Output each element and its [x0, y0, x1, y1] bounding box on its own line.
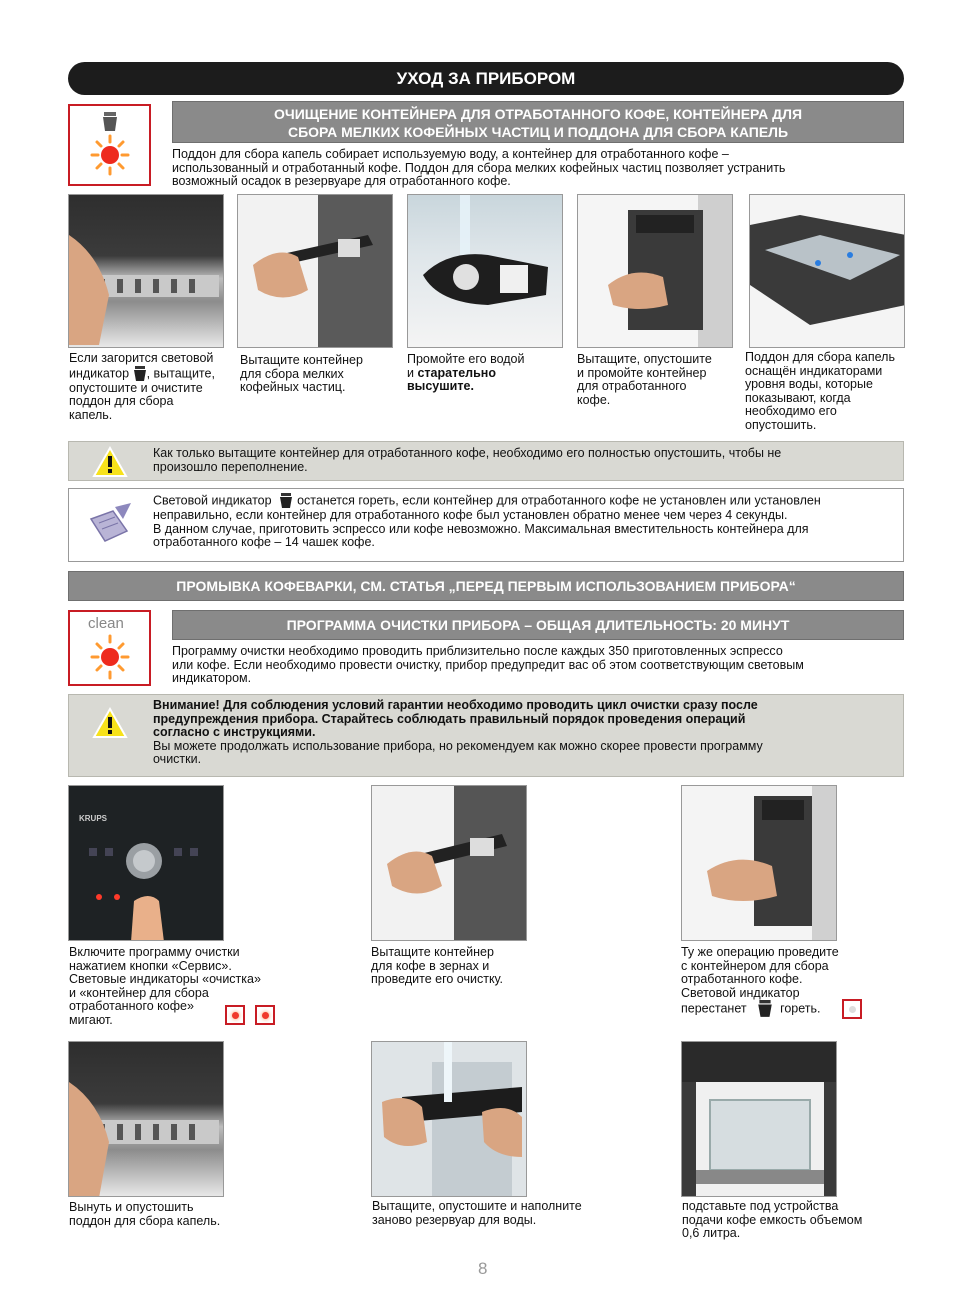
- waste-indicator-mini: [255, 1005, 275, 1025]
- caption-rinse: [407, 353, 567, 394]
- page-title: УХОД ЗА ПРИБОРОМ: [68, 62, 904, 95]
- indicator-off-icon: [842, 999, 862, 1019]
- note-text: [153, 493, 903, 550]
- caption-water-level-tray: [745, 351, 915, 432]
- waste-container-image: [578, 195, 733, 348]
- caption-line: для кофе в зернах и: [371, 958, 490, 973]
- caption-text: и: [407, 365, 418, 380]
- clean-light-icon: [70, 632, 149, 684]
- indicator-off-mini: [842, 999, 862, 1019]
- caption-line: мигают.: [69, 1012, 113, 1027]
- caption-line: Вытащите контейнер: [240, 353, 363, 367]
- caption-line: Промойте его водой: [407, 352, 525, 366]
- photo-water-level-tray: [749, 194, 905, 348]
- intro-line: индикатором.: [172, 671, 252, 685]
- caption-bean-container: [371, 946, 571, 987]
- caption-line: опустошить.: [745, 417, 817, 432]
- drip-tray-image: [69, 195, 224, 348]
- caption-line: и промойте контейнер: [577, 365, 707, 380]
- caption-line: проведите его очистку.: [371, 972, 504, 986]
- warranty-line: Вы можете продолжать использование прибора, но рекомендуем как можно скорее провести программу: [153, 738, 763, 753]
- brand-label: KRUPS: [79, 814, 108, 823]
- caption-line: Включите программу очистки: [69, 945, 240, 959]
- waste-container-icon: [133, 366, 147, 382]
- section-heading-rinsing: ПРОМЫВКА КОФЕВАРКИ, СМ. СТАТЬЯ „ПЕРЕД ПЕРВЫМ ИСПОЛЬЗОВАНИЕМ ПРИБОРА“: [68, 571, 904, 601]
- caption-line: 0,6 литра.: [682, 1226, 741, 1240]
- caption-line: кофейных частиц.: [240, 380, 346, 394]
- caption-line: [69, 366, 234, 382]
- caption-line: Если загорится световой: [69, 351, 214, 365]
- warranty-line: [153, 726, 901, 740]
- caption-line: Световой индикатор: [681, 985, 800, 1000]
- waste-container-light-icon: [70, 106, 149, 184]
- grounds-tray-image: [238, 195, 393, 348]
- caption-text: индикатор: [69, 365, 130, 380]
- caption-container-under-spout: [682, 1200, 912, 1241]
- clean-indicator-icon-box: [68, 610, 151, 686]
- caption-line: подачи кофе емкость объемом: [682, 1212, 863, 1227]
- warning-icon: [92, 446, 128, 478]
- caption-line: опустошите и очистите: [69, 380, 203, 395]
- caption-line: Вытащите, опустошите: [577, 352, 712, 366]
- warranty-text: [153, 699, 901, 767]
- photo-grounds-tray: [237, 194, 393, 348]
- photo-waste-container: [577, 194, 733, 348]
- caption-line: Вытащите, опустошите и наполните: [372, 1199, 582, 1213]
- caption-text: перестанет: [681, 1001, 747, 1016]
- caption-line: капель.: [69, 407, 113, 422]
- intro-line: Программу очистки необходимо проводить приблизительно после каждых 350 приготовленных эспрессо: [172, 644, 783, 658]
- note-text-part: останется гореть, если контейнер для отработанного кофе не установлен или установлен: [297, 493, 821, 508]
- caption-line: кофе.: [577, 392, 611, 407]
- clean-indicator-mini: [225, 1005, 245, 1025]
- caption-line: Вытащите контейнер: [371, 945, 494, 959]
- note-pencil-icon: [87, 501, 133, 547]
- note-line: [153, 493, 903, 509]
- rinse-image: [408, 195, 563, 348]
- warning-text: [153, 447, 898, 474]
- caption-line: отработанного кофе.: [681, 972, 803, 986]
- control-panel-image: [69, 786, 224, 941]
- caption-bold: старательно: [417, 365, 496, 380]
- caption-text: , вытащите,: [146, 365, 215, 380]
- section1-intro: [172, 148, 912, 189]
- photo-rinse: [407, 194, 563, 348]
- heading-line: ОЧИЩЕНИЕ КОНТЕЙНЕРА ДЛЯ ОТРАБОТАННОГО КОФЕ, КОНТЕЙНЕРА ДЛЯ: [273, 106, 803, 122]
- caption-water-tank: [372, 1200, 632, 1227]
- caption-line: [407, 380, 567, 394]
- warranty-line: [153, 713, 901, 727]
- caption-text: гореть.: [780, 1001, 821, 1016]
- caption-bold: высушите.: [407, 379, 474, 393]
- clean-label: clean: [88, 615, 124, 632]
- section-heading-cleaning-program: ПРОГРАММА ОЧИСТКИ ПРИБОРА – ОБЩАЯ ДЛИТЕЛЬНОСТЬ: 20 МИНУТ: [172, 610, 904, 640]
- waste-container-icon: [279, 493, 293, 509]
- bean-container-image: [372, 786, 527, 941]
- caption-line: подставьте под устройства: [682, 1199, 839, 1213]
- page-number: 8: [478, 1259, 488, 1278]
- caption-line: оснащён индикаторами: [745, 363, 883, 378]
- caption-line: показывают, когда: [745, 390, 851, 405]
- photo-water-tank: [371, 1041, 527, 1197]
- water-tank-image: [372, 1042, 527, 1197]
- note-line: В данном случае, приготовить эспрессо или кофе невозможно. Максимальная вместительность контейнера для: [153, 521, 809, 536]
- caption-empty-drip-tray: [69, 1201, 289, 1228]
- note-text-part: Световой индикатор: [153, 493, 272, 508]
- waste-container-2-image: [682, 786, 837, 941]
- caption-line: для сбора мелких: [240, 366, 344, 381]
- caption-grounds-tray: [240, 354, 400, 395]
- waste-light-icon: [255, 1005, 275, 1025]
- intro-line: использованный и отработанный кофе. Поддон для сбора мелких кофейных частиц позволяет устранить: [172, 160, 786, 175]
- warning-box-warranty: [68, 694, 904, 777]
- caption-line: для отработанного: [577, 379, 687, 393]
- caption-line: нажатием кнопки «Сервис».: [69, 958, 232, 973]
- caption-line: поддон для сбора: [69, 394, 174, 408]
- caption-line: с контейнером для сбора: [681, 958, 829, 973]
- intro-line: или кофе. Если необходимо провести очистку, прибор предупредит вас об этом соответствующим световым: [172, 657, 804, 672]
- caption-line: заново резервуар для воды.: [372, 1212, 537, 1227]
- photo-drip-tray: [68, 194, 224, 348]
- warning-box-overflow: [68, 441, 904, 481]
- waste-container-icon: [756, 1000, 774, 1018]
- caption-line: Световые индикаторы «очистка»: [69, 972, 261, 986]
- container-under-spout-image: [682, 1042, 837, 1197]
- caption-line: отработанного кофе»: [69, 999, 194, 1013]
- caption-line: Вынуть и опустошить: [69, 1200, 194, 1214]
- water-level-tray-image: [750, 195, 905, 348]
- caption-drip-tray: [69, 352, 234, 422]
- photo-bean-container: [371, 785, 527, 941]
- clean-light-icon: [225, 1005, 245, 1025]
- caption-waste-container: [577, 353, 737, 407]
- caption-line: необходимо его: [745, 404, 837, 418]
- photo-waste-container-2: [681, 785, 837, 941]
- caption-line: [407, 367, 567, 381]
- caption-line: Поддон для сбора капель: [745, 350, 895, 364]
- section-heading-cleaning-containers: [172, 101, 904, 143]
- photo-drip-tray-2: [68, 1041, 224, 1197]
- caption-line: Ту же операцию проведите: [681, 945, 839, 959]
- warning-line: Как только вытащите контейнер для отработанного кофе, необходимо его полностью опустошить, чтобы не: [153, 446, 782, 460]
- warranty-bold: предупреждения прибора. Старайтесь соблюдать правильный порядок проведения операций: [153, 711, 746, 726]
- section3-intro: [172, 645, 912, 686]
- warranty-line: [153, 699, 901, 713]
- warning-line: произошло переполнение.: [153, 459, 308, 474]
- heading-line: СБОРА МЕЛКИХ КОФЕЙНЫХ ЧАСТИЦ И ПОДДОНА ДЛЯ СБОРА КАПЕЛЬ: [287, 124, 789, 140]
- warranty-bold: Внимание! Для соблюдения условий гарантии необходимо проводить цикл очистки сразу после: [153, 698, 758, 712]
- intro-line: возможный осадок в резервуаре для отработанного кофе.: [172, 174, 511, 188]
- note-line: отработанного кофе – 14 чашек кофе.: [153, 535, 375, 549]
- warning-icon: [92, 707, 128, 739]
- indicator-icon-box: [68, 104, 151, 186]
- warranty-line: очистки.: [153, 752, 202, 766]
- note-line: неправильно, если контейнер для отработанного кофе был установлен обратно менее чем через 4 секунды.: [153, 508, 788, 522]
- note-box-indicator: [68, 488, 904, 562]
- caption-line: уровня воды, которые: [745, 377, 873, 391]
- photo-control-panel: [68, 785, 224, 941]
- intro-line: Поддон для сбора капель собирает используемую воду, а контейнер для отработанного кофе –: [172, 147, 729, 161]
- photo-container-under-spout: [681, 1041, 837, 1197]
- caption-line: поддон для сбора капель.: [69, 1213, 221, 1228]
- drip-tray-2-image: [69, 1042, 224, 1197]
- caption-line: и «контейнер для сбора: [69, 985, 209, 1000]
- warranty-bold: согласно с инструкциями.: [153, 725, 316, 739]
